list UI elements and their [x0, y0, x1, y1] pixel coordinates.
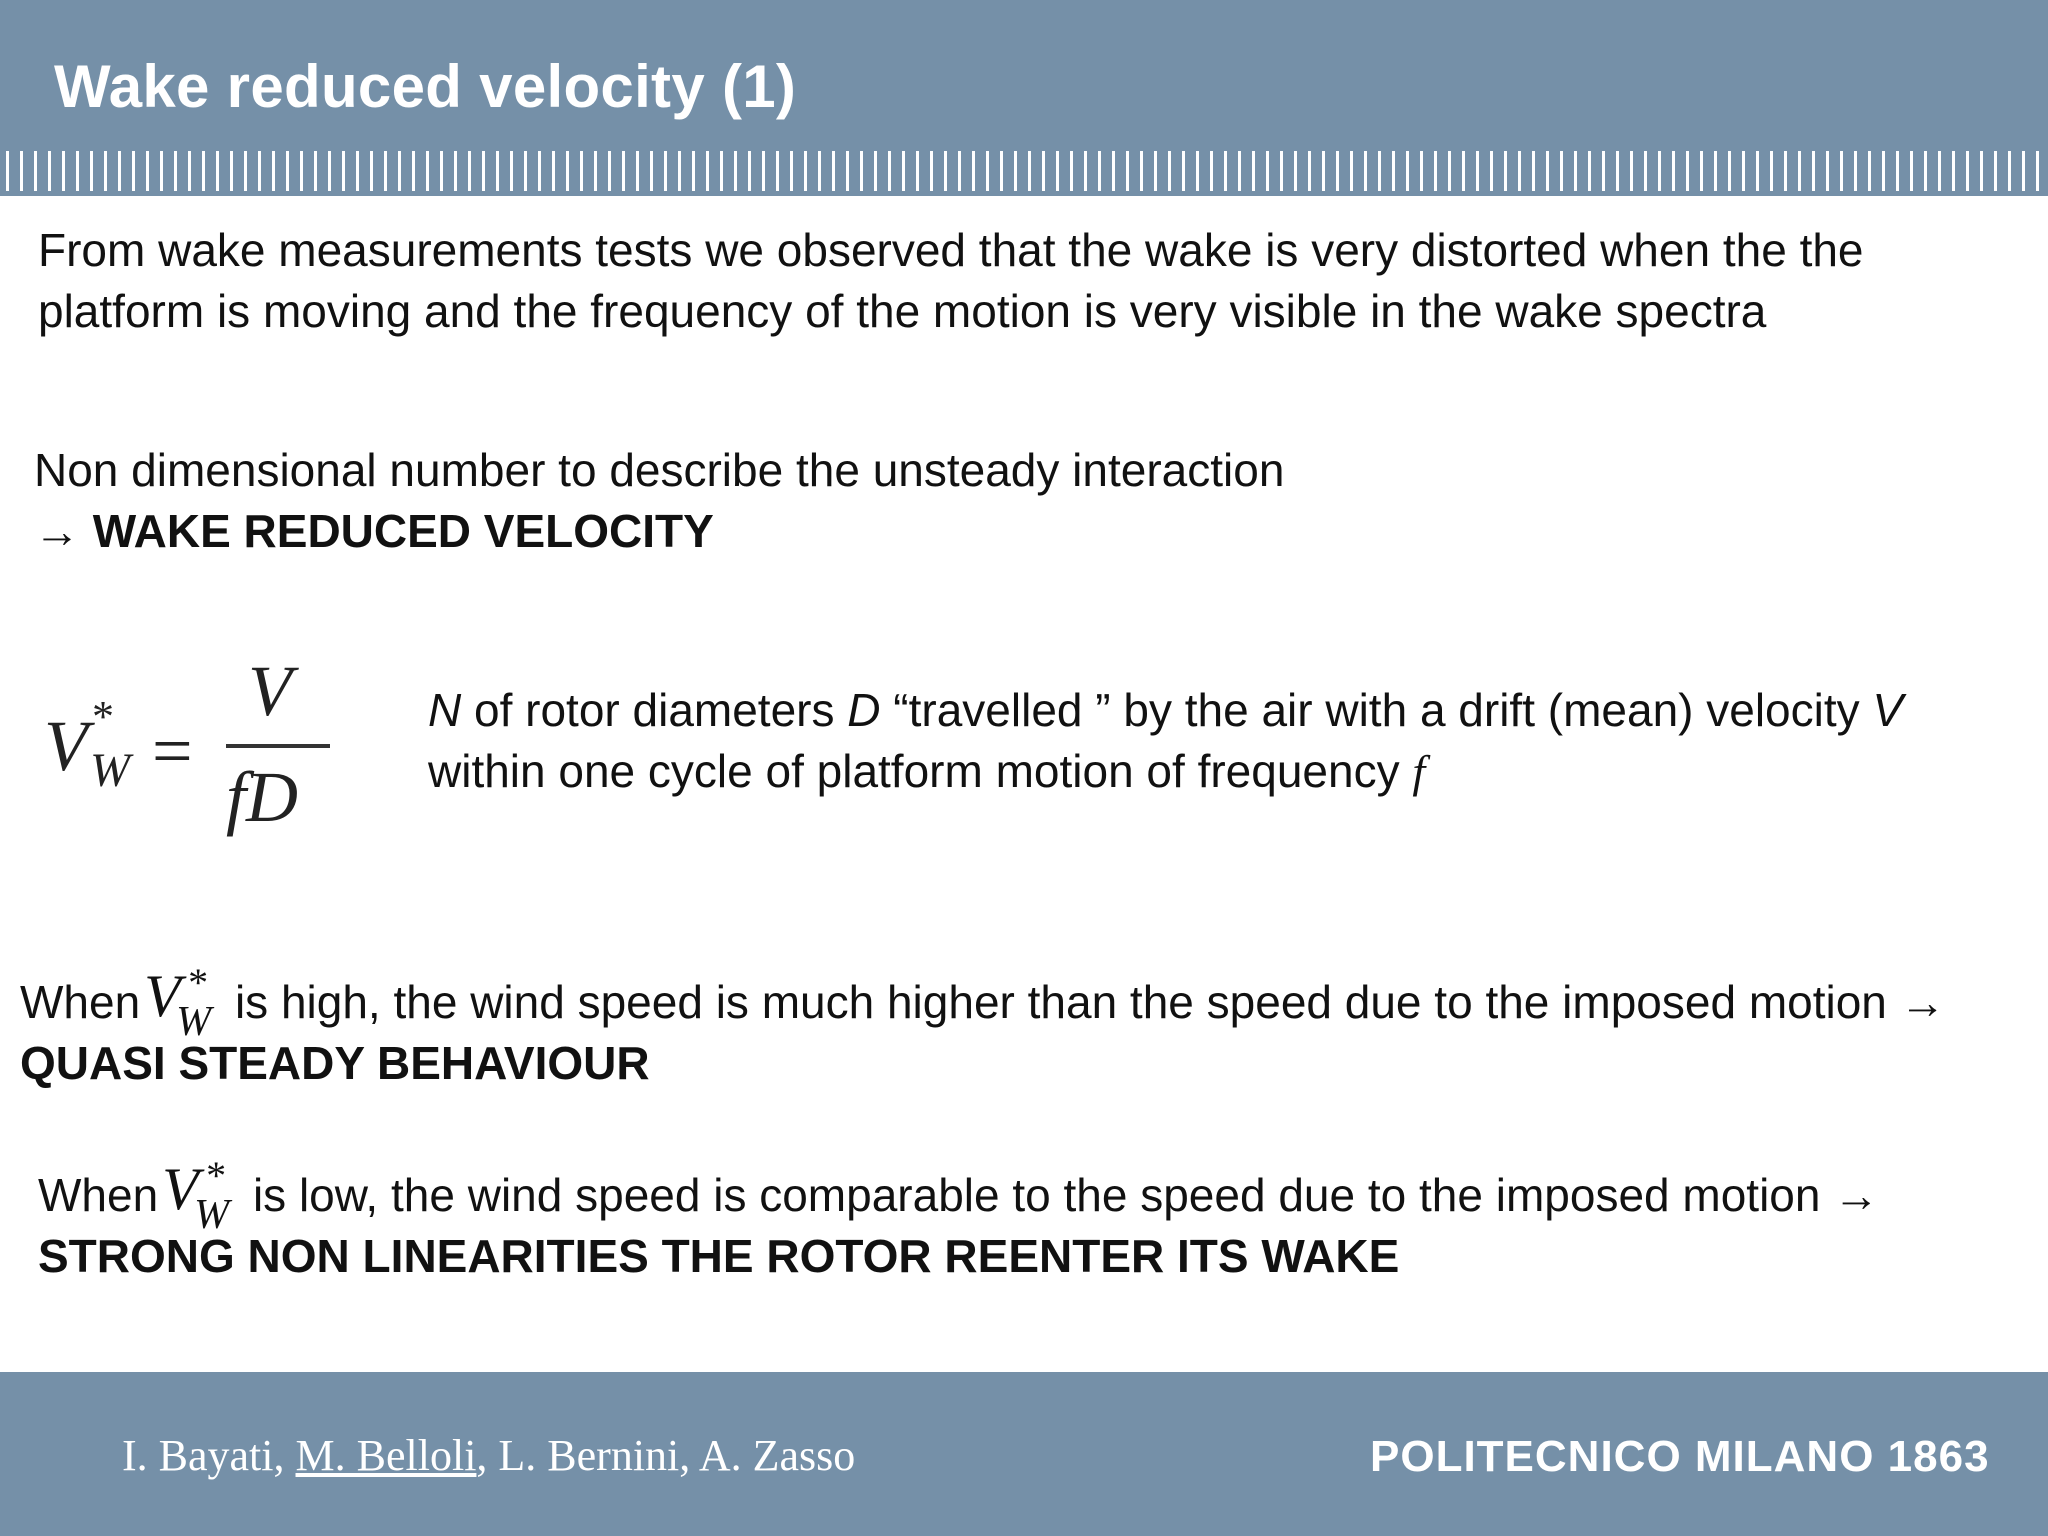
intro-paragraph: From wake measurements tests we observed that the wake is very distorted when the the platform is moving and the frequency of the motion is very visible in the wake spectra	[38, 224, 1864, 337]
desc-text-1: of rotor diameters	[461, 684, 848, 736]
formula-lhs-superscript: *	[92, 692, 114, 741]
formula-lhs-symbol: V	[44, 706, 88, 786]
definition-keyword: WAKE REDUCED VELOCITY	[92, 505, 714, 557]
low-text: is low, the wind speed is comparable to the speed due to the imposed motion	[240, 1169, 1834, 1221]
formula-equals: =	[152, 711, 193, 791]
formula-lhs	[44, 692, 130, 797]
desc-text-3: within one cycle of platform motion of frequency	[428, 745, 1413, 797]
desc-v: V	[1872, 684, 1904, 736]
slide-title: Wake reduced velocity (1)	[54, 53, 797, 120]
high-velocity-paragraph	[20, 960, 2020, 1094]
author-3: , L. Bernini, A. Zasso	[476, 1431, 856, 1480]
when-label: When	[20, 976, 141, 1028]
high-text: is high, the wind speed is much higher than the speed due to the imposed motion	[222, 976, 1900, 1028]
formula-numerator: V	[248, 651, 292, 731]
arrow-right-icon: →	[1899, 976, 1946, 1028]
arrow-right-icon: →	[1833, 1169, 1880, 1221]
formula-lhs-subscript: W	[90, 744, 130, 797]
author-1: I. Bayati,	[122, 1431, 296, 1480]
low-keyword: STRONG NON LINEARITIES THE ROTOR REENTER ITS WAKE	[38, 1230, 1400, 1282]
tick-pattern-divider	[6, 151, 2042, 191]
low-velocity-paragraph	[38, 1153, 2038, 1287]
author-2-link[interactable]: M. Belloli	[295, 1431, 477, 1480]
vw-symbol: V * W	[144, 960, 212, 1045]
formula-fraction-bar	[226, 744, 330, 748]
when-label: When	[38, 1169, 159, 1221]
reduced-velocity-formula	[40, 650, 370, 850]
formula-denominator: fD	[226, 757, 298, 837]
desc-text-2: “travelled ” by the air with a drift (mean) velocity	[880, 684, 1873, 736]
formula-description	[428, 680, 1988, 802]
definition-text: Non dimensional number to describe the unsteady interaction	[34, 444, 1285, 496]
desc-d: D	[847, 684, 881, 736]
politecnico-logo: POLITECNICO MILANO 1863	[1370, 1432, 1990, 1481]
vw-symbol: V * W	[162, 1153, 230, 1238]
high-keyword: QUASI STEADY BEHAVIOUR	[20, 1037, 650, 1089]
definition-paragraph	[34, 440, 1934, 562]
desc-f: f	[1412, 746, 1426, 797]
desc-n: N	[428, 684, 462, 736]
arrow-right-icon: →	[34, 505, 80, 557]
author-list	[122, 1430, 855, 1481]
